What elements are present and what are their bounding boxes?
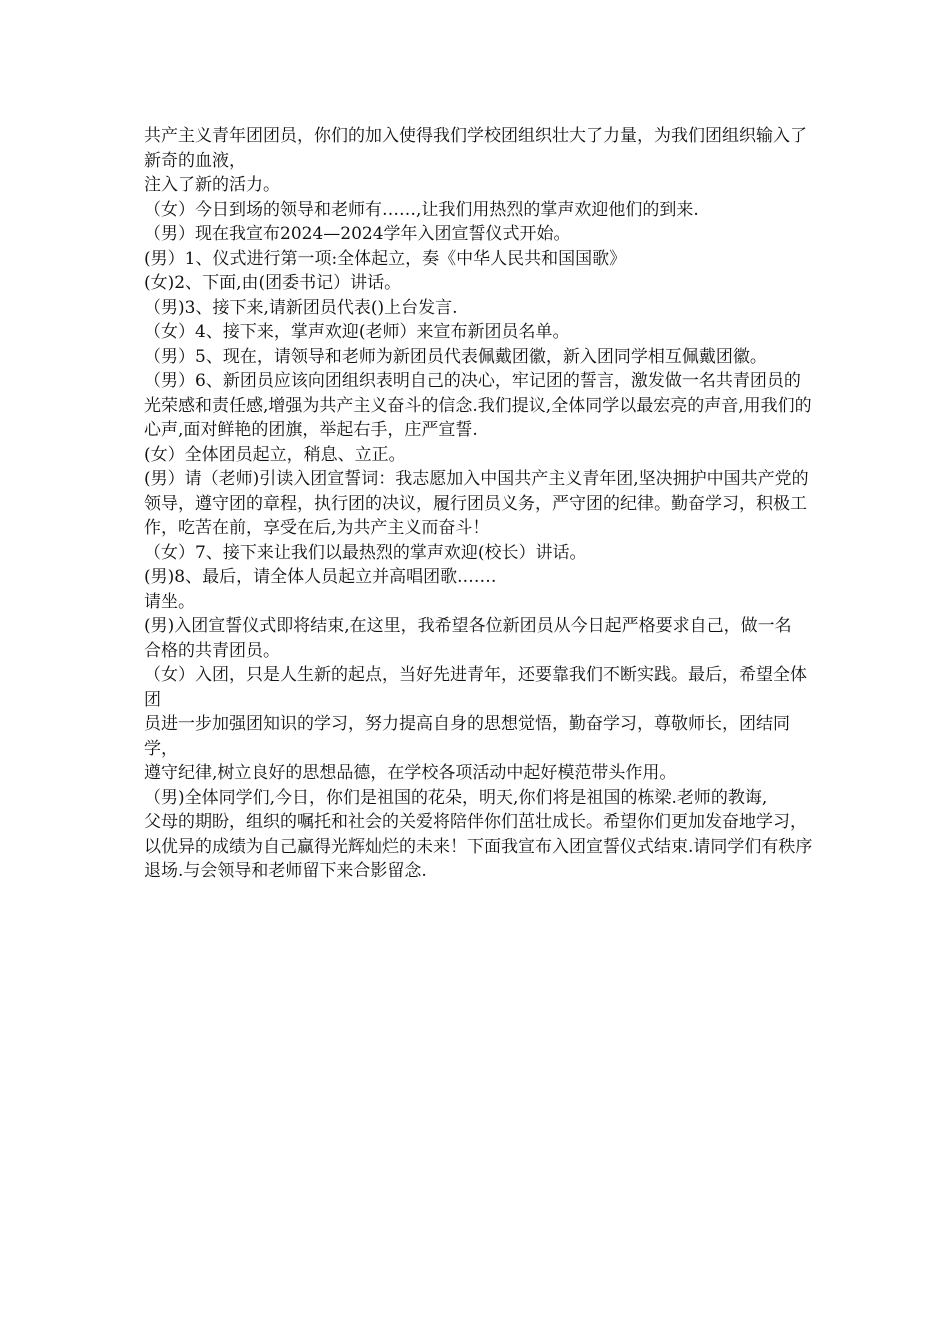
paragraph-22: 父母的期盼，组织的嘱托和社会的关爱将陪伴你们茁壮成长。希望你们更加发奋地学习，以优异的成绩为自己赢得光辉灿烂的未来！下面我宣布入团宣誓仪式结束.请同学们有秩序退场.与会领导和老师留下来合影留念. xyxy=(144,812,813,881)
paragraph-21: （男)全体同学们,今日，你们是祖国的花朵，明天,你们将是祖国的栋梁.老师的教诲, xyxy=(144,787,768,808)
paragraph-13: （女）7、接下来让我们以最热烈的掌声欢迎(校长）讲话。 xyxy=(144,542,587,563)
paragraph-4: （男）现在我宣布2024—2024学年入团宣誓仪式开始。 xyxy=(144,224,571,244)
paragraph-19: 员进一步加强团知识的学习，努力提高自身的思想觉悟，勤奋学习，尊敬师长，团结同学， xyxy=(144,714,790,759)
paragraph-8: （女）4、接下来，掌声欢迎(老师）来宣布新团员名单。 xyxy=(144,322,570,342)
paragraph-1: 共产主义青年团团员，你们的加入使得我们学校团组织壮大了力量，为我们团组织输入了新奇的血液， xyxy=(144,126,807,171)
paragraph-14: (男)8、最后，请全体人员起立并高唱团歌.…… xyxy=(144,567,497,587)
paragraph-17: 合格的共青团员。 xyxy=(144,640,280,661)
paragraph-11: (女）全体团员起立，稍息、立正。 xyxy=(144,444,406,465)
paragraph-16: (男)入团宣誓仪式即将结束,在这里，我希望各位新团员从今日起严格要求自己，做一名 xyxy=(144,616,792,636)
paragraph-12: (男）请（老师)引读入团宣誓词：我志愿加入中国共产主义青年团,坚决拥护中国共产党的领导，遵守团的章程，执行团的决议，履行团员义务，严守团的纪律。勤奋学习，积极工作，吃苦在前，享受在后,为共产主义而奋斗！ xyxy=(144,469,809,538)
paragraph-2: 注入了新的活力。 xyxy=(144,175,280,195)
paragraph-18: （女）入团，只是人生新的起点，当好先进青年，还要靠我们不断实践。最后，希望全体团 xyxy=(144,665,807,710)
document-body xyxy=(144,124,816,884)
paragraph-7: （男)3、接下来,请新团员代表()上台发言. xyxy=(144,297,458,318)
paragraph-3: （女）今日到场的领导和老师有……,让我们用热烈的掌声欢迎他们的到来. xyxy=(144,199,699,220)
paragraph-6: (女)2、下面,由(团委书记）讲话。 xyxy=(144,273,402,293)
paragraph-10: （男）6、新团员应该向团组织表明自己的决心，牢记团的誓言，激发做一名共青团员的光荣感和责任感,增强为共产主义奋斗的信念.我们提议,全体同学以最宏亮的声音,用我们的心声,面对鲜艳的团旗，举起右手，庄严宣誓. xyxy=(144,371,812,440)
paragraph-15: 请坐。 xyxy=(144,591,195,612)
paragraph-20: 遵守纪律,树立良好的思想品德，在学校各项活动中起好模范带头作用。 xyxy=(144,763,677,783)
paragraph-9: （男）5、现在，请领导和老师为新团员代表佩戴团徽，新入团同学相互佩戴团徽。 xyxy=(144,346,767,367)
paragraph-5: (男）1、仪式进行第一项:全体起立，奏《中华人民共和国国歌》 xyxy=(144,248,627,269)
